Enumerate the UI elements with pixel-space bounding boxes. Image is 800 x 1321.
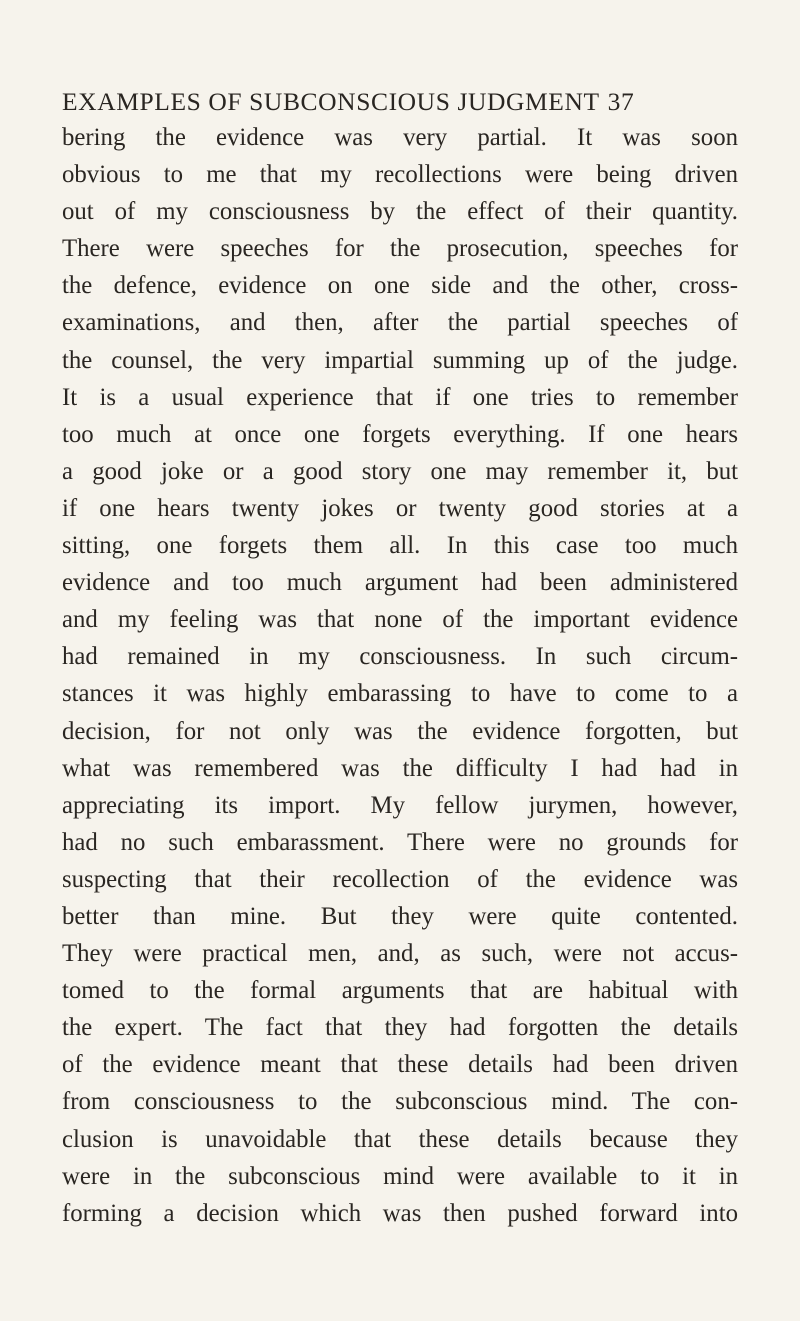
text-line: and my feeling was that none of the important evidence [62,606,738,634]
text-line: had no such embarassment. There were no grounds for [62,828,738,856]
text-line: out of my consciousness by the effect of their quantity. [62,198,738,226]
running-head [62,87,782,117]
text-line: forming a decision which was then pushed forward into [62,1199,738,1227]
text-line: There were speeches for the prosecution, speeches for [62,235,738,263]
text-line: It is a usual experience that if one tries to remember [62,383,738,411]
text-line: suspecting that their recollection of the evidence was [62,865,738,893]
text-line: the expert. The fact that they had forgotten the details [62,1014,738,1042]
text-line: appreciating its import. My fellow jurymen, however, [62,791,738,819]
text-line: a good joke or a good story one may remember it, but [62,457,738,485]
text-line: from consciousness to the subconscious mind. The con- [62,1088,738,1116]
text-line: tomed to the formal arguments that are habitual with [62,977,738,1005]
text-line: decision, for not only was the evidence forgotten, but [62,717,738,745]
text-line: had remained in my consciousness. In such circum- [62,643,738,671]
text-line: sitting, one forgets them all. In this case too much [62,532,738,560]
running-head-title: EXAMPLES OF SUBCONSCIOUS JUDGMENT [62,87,600,116]
text-line: clusion is unavoidable that these details because they [62,1125,738,1153]
text-line: obvious to me that my recollections were being driven [62,161,738,189]
text-line: evidence and too much argument had been administered [62,569,738,597]
text-line: better than mine. But they were quite contented. [62,902,738,930]
text-line: bering the evidence was very partial. It was soon [62,124,738,151]
text-line: the defence, evidence on one side and the other, cross- [62,272,738,300]
text-line: if one hears twenty jokes or twenty good stories at a [62,494,738,522]
text-line: the counsel, the very impartial summing up of the judge. [62,346,738,374]
text-line: what was remembered was the difficulty I had had in [62,754,738,782]
text-line: They were practical men, and, as such, were not accus- [62,940,738,968]
page-number: 37 [607,87,635,116]
text-line: examinations, and then, after the partial speeches of [62,309,738,337]
text-line: of the evidence meant that these details had been driven [62,1051,738,1079]
text-line: too much at once one forgets everything. If one hears [62,420,738,448]
text-line: stances it was highly embarassing to have to come to a [62,680,738,708]
text-line: were in the subconscious mind were available to it in [62,1162,738,1190]
body-text [62,119,738,1232]
